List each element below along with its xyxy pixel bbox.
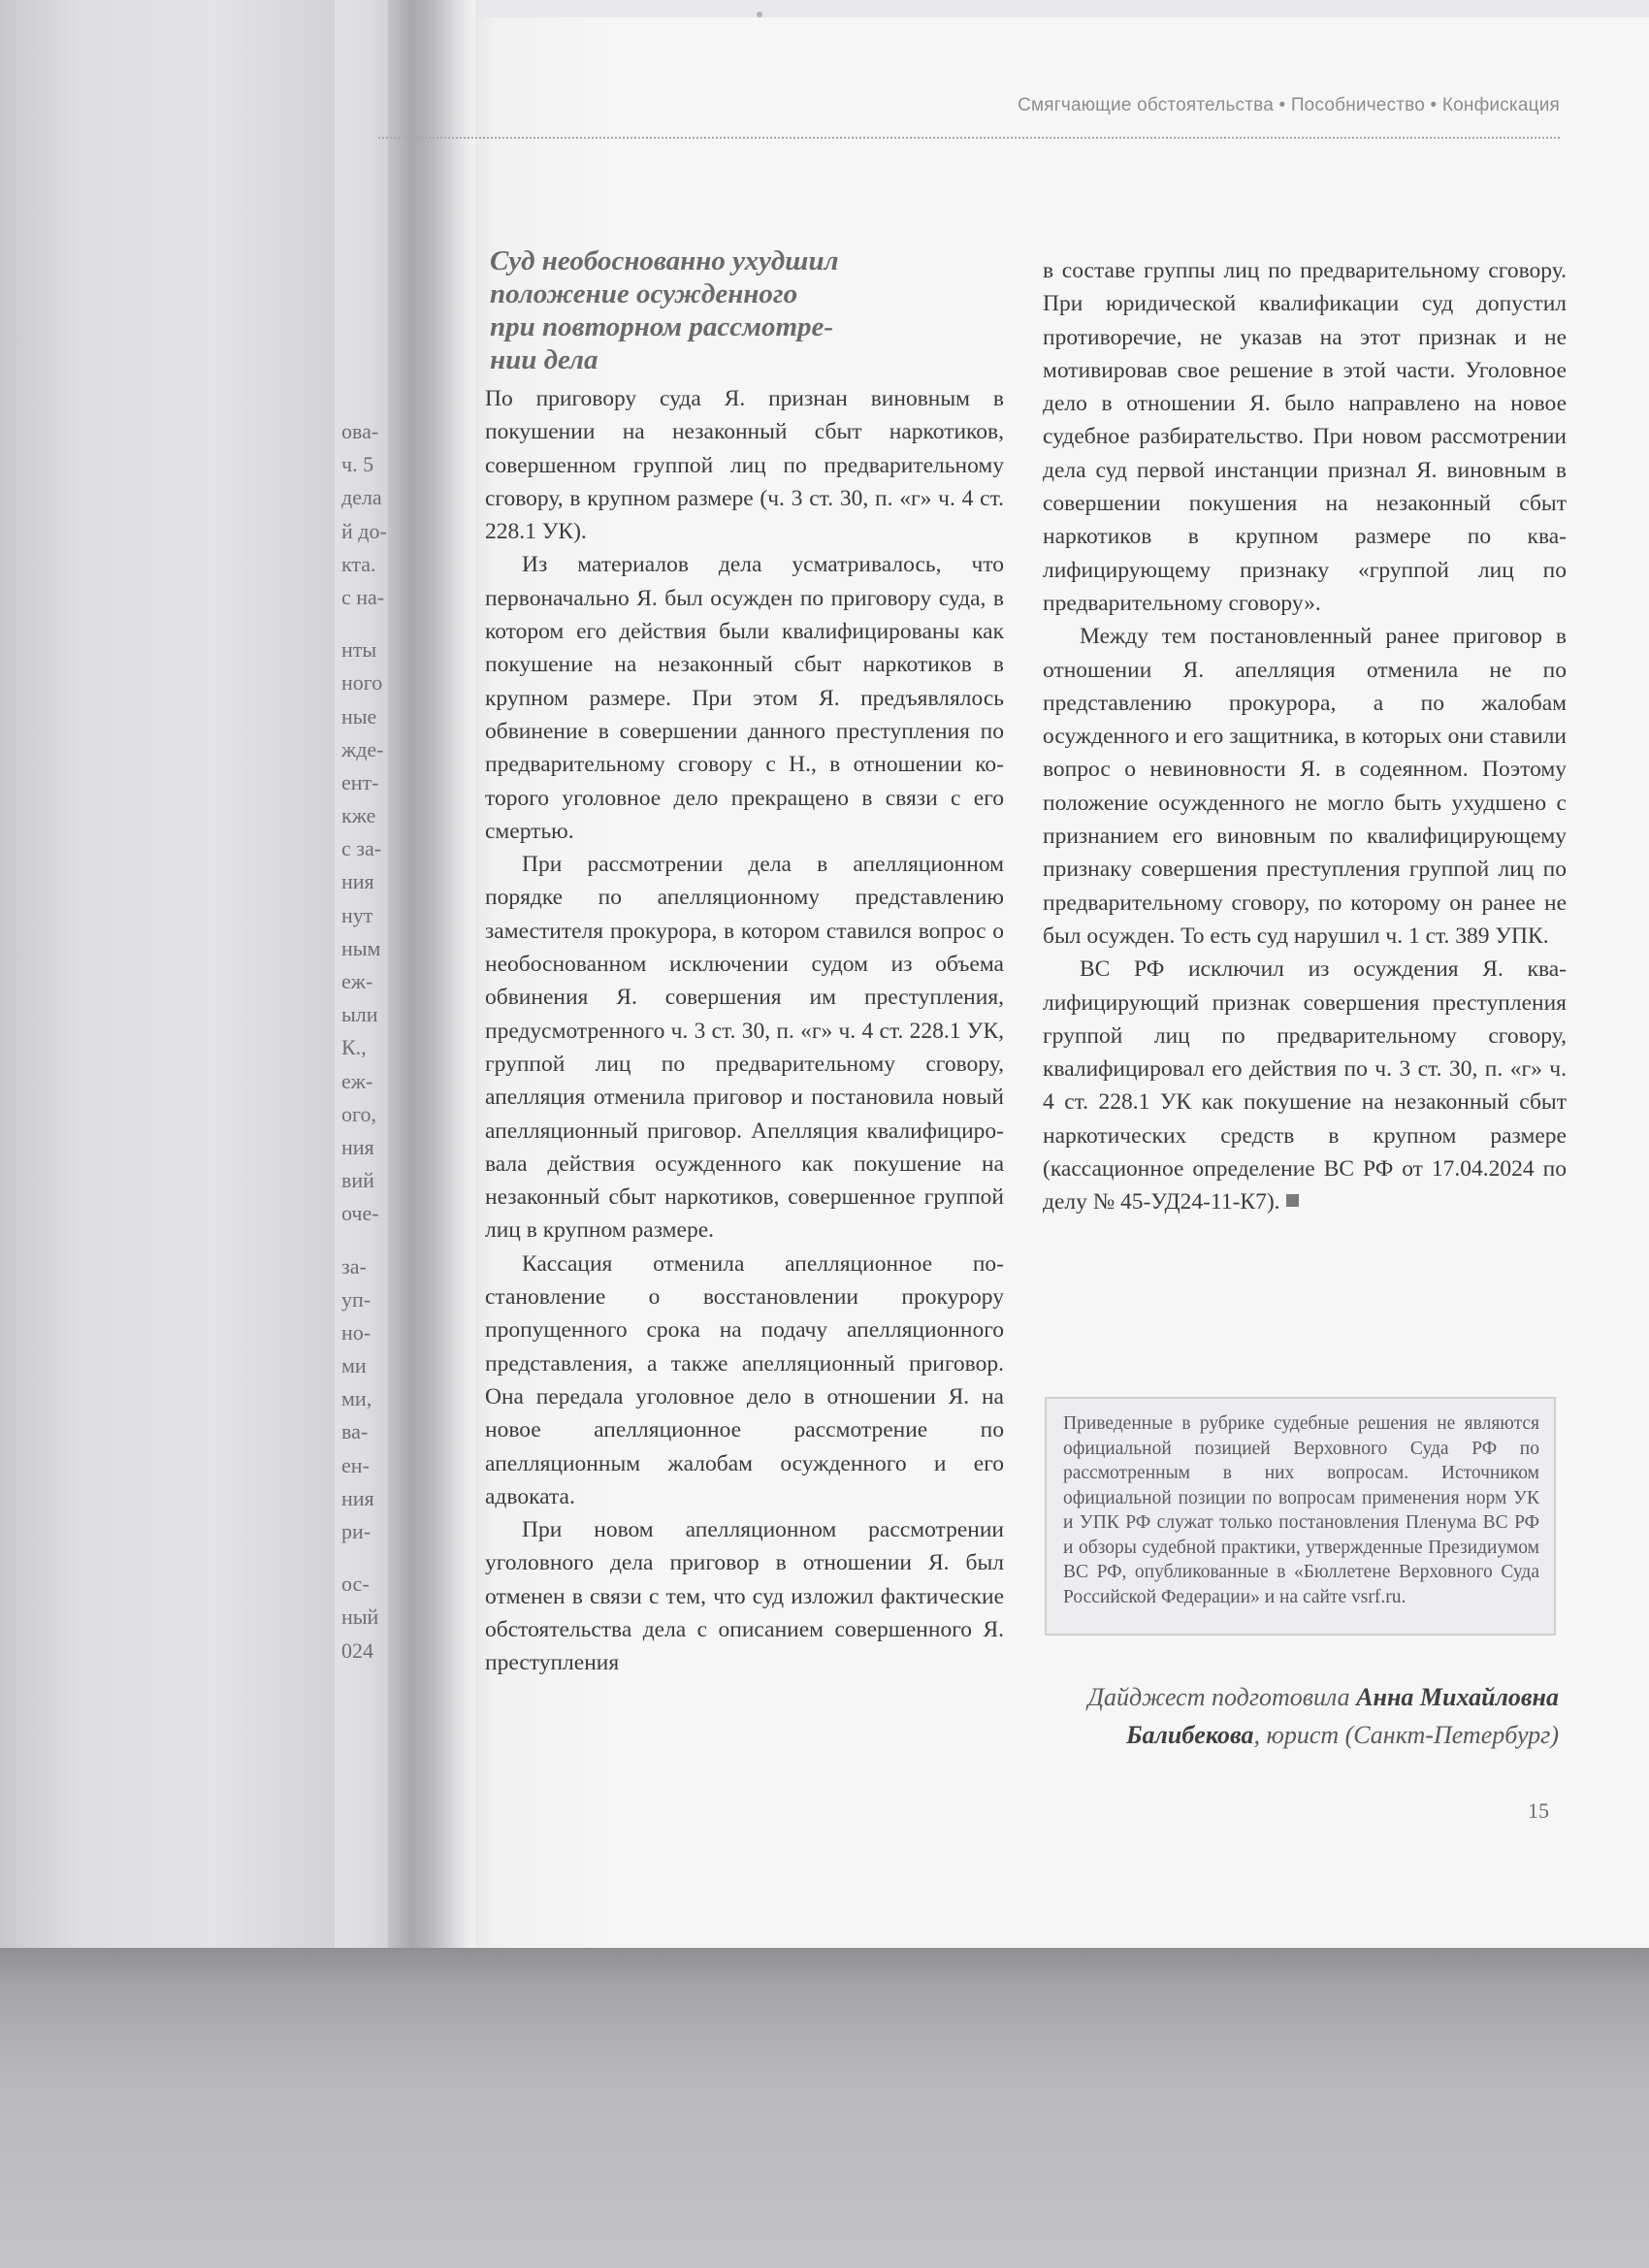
left-page-fragment: за- <box>341 1253 367 1279</box>
scan-background-bottom <box>0 1948 1649 2268</box>
article-paragraph <box>1043 953 1567 1218</box>
article-title-line: нии дела <box>490 344 598 375</box>
running-header: Смягчающие обстоятельства • Пособничество • Конфискация <box>1018 95 1560 115</box>
left-page-fragment: нут <box>341 902 373 927</box>
article-paragraph <box>485 1247 1004 1513</box>
left-column-paragraphs <box>485 382 1004 1680</box>
left-page-fragment: ч. 5 <box>341 452 374 477</box>
left-page-fragment: 024 <box>341 1637 373 1663</box>
left-page-fragment: оче- <box>341 1201 379 1226</box>
paragraph-text: При новом апелляционном рассмотрении уголовного дела приговор в отношении Я. был отменен в связи с тем, что суд изложил фактические обстоятельства дела с описанием совершенного Я. преступления <box>485 1517 1004 1676</box>
left-page-fragment <box>341 614 382 633</box>
header-dotted-rule <box>378 137 1560 139</box>
left-page-fragment: ми, <box>341 1386 372 1411</box>
left-page-fragment: й до- <box>341 518 387 543</box>
left-page-fragment: ным <box>341 935 381 960</box>
page-number: 15 <box>1528 1798 1549 1823</box>
paragraph-text: в составе группы лиц по предварительному сговору. При юридической квалификации суд допустил противоречие, не указав на этот признак и не мотивировав свое решение в этой части. Уголовное дело в отношении Я. было направлено на новое судебное разбирательство. При новом рассмотрении дела суд первой инстанции признал Я. виновным в совершении покушения на незаконный сбыт наркотиков в крупном размере по квалифицирующему признаку «группой лиц по предварительному сговору». <box>1043 258 1567 616</box>
left-page-fragment: ния <box>341 1485 374 1510</box>
credit-prefix: Дайджест подготовила <box>1087 1683 1357 1711</box>
article-paragraph <box>485 848 1004 1247</box>
left-page-cut-off-text <box>341 415 387 1668</box>
article-paragraph <box>1043 254 1567 620</box>
paragraph-text: ВС РФ исключил из осуждения Я. квалифицирующий признак совершения преступления группой лиц по предварительному сговору, квалифицировал его действия по ч. 3 ст. 30, п. «г» ч. 4 ст. 228.1 УК как покушение на незаконный сбыт наркотических средств в крупном размере (кассационное определение ВС РФ от 17.04.2024 по делу № 45-УД24-11-К7). <box>1043 956 1567 1215</box>
paragraph-text: При рассмотрении дела в апелляционном порядке по апелляционному представлению заместителя прокурора, в котором ставился вопрос о необоснованном исключении судом из объема обвинения Я. совершения им преступления, предусмотренного ч. 3 ст. 30, п. «г» ч. 4 ст. 228.1 УК, группой лиц по предварительному сговору, апелляция отменила приговор и постановила новый апелляционный приговор. Апелляция квалифицировала действия осужденного как покушение на незаконный сбыт наркотиков, совершенное группой лиц в крупном размере. <box>485 852 1004 1244</box>
left-page-fragment: ен- <box>341 1452 370 1477</box>
credit-author: Анна Михайловна Балибекова <box>1126 1683 1559 1749</box>
left-page-fragment: ва- <box>341 1419 369 1444</box>
left-page-fragment: ент- <box>341 769 379 794</box>
left-page-fragment: еж- <box>341 969 373 993</box>
left-page-fragment <box>341 1231 382 1250</box>
left-page-fragment: кта. <box>341 551 376 576</box>
left-page-fragment <box>341 1548 382 1568</box>
paragraph-text: Кассация отменила апелляционное постановление о восстановлении прокурору пропущенного срока на подачу апелляционного представления, а также апелляционный приговор. Она передала уголовное дело в отношении Я. на новое апелляционное рассмотрение по апелляционным жалобам осужденного и его адвоката. <box>485 1250 1004 1509</box>
paragraph-text: Между тем постановленный ранее приговор в отношении Я. апелляция отменила не по представлению прокурора, а по жалобам осужденного и его защитника, в которых они ставили вопрос о невиновности Я. в содеянном. Поэтому положение осужденного не могло быть ухудшено с признанием его виновным по квалифицирующему признаку совершения преступления группой лиц по предварительному сговору, по которому он ранее не был осужден. То есть суд нарушил ч. 1 ст. 389 УПК. <box>1043 624 1567 949</box>
left-page-margin <box>0 0 335 1948</box>
article-column-left <box>485 244 1004 1680</box>
left-page-fragment: вий <box>341 1168 374 1193</box>
right-column-paragraphs <box>1043 254 1567 1219</box>
article-paragraph <box>485 548 1004 848</box>
left-page-fragment: ова- <box>341 419 379 443</box>
left-page-fragment: ми <box>341 1353 367 1378</box>
digest-credit <box>1045 1678 1559 1754</box>
scan-dust-mark <box>757 12 762 17</box>
left-page-fragment: ри- <box>341 1519 372 1543</box>
article-paragraph <box>1043 620 1567 953</box>
end-of-article-square <box>1286 1194 1299 1207</box>
left-page-fragment: уп- <box>341 1286 372 1312</box>
article-title-line: Суд необоснованно ухудшил <box>490 245 839 276</box>
article-paragraph <box>485 382 1004 548</box>
credit-suffix: , юрист (Санкт-Петербург) <box>1253 1721 1559 1749</box>
left-page-fragment: ния <box>341 1134 374 1159</box>
left-page-fragment: кже <box>341 803 376 828</box>
left-page-fragment: К., <box>341 1035 367 1060</box>
left-page-fragment: ыли <box>341 1002 378 1027</box>
paragraph-text: По приговору суда Я. признан виновным в покушении на незаконный сбыт наркотиков, совершенном группой лиц по предварительному сговору, в крупном размере (ч. 3 ст. 30, п. «г» ч. 4 ст. 228.1 УК). <box>485 386 1004 545</box>
left-page-fragment: с на- <box>341 584 385 609</box>
paragraph-text: Из материалов дела усматривалось, что первоначально Я. был осужден по приговору суда, в котором его действия были квалифицированы как покушение на незаконный сбыт наркотиков в крупном размере. При этом Я. предъявлялось обвинение в совершении данного преступления по предварительному сговору с Н., в отношении которого уголовное дело прекращено в связи с его смертью. <box>485 552 1004 844</box>
article-title <box>490 244 1004 376</box>
left-page-fragment: нты <box>341 637 377 663</box>
left-page-fragment: ос- <box>341 1571 370 1597</box>
article-column-right <box>1043 254 1567 1219</box>
left-page-fragment: еж- <box>341 1068 373 1093</box>
left-page-fragment: жде- <box>341 736 384 761</box>
article-title-line: положение осужденного <box>490 278 798 309</box>
left-page-fragment: ния <box>341 869 374 894</box>
left-page-fragment: ого, <box>341 1101 376 1126</box>
left-page-fragment: ные <box>341 703 377 729</box>
disclaimer-box: Приведенные в рубрике судебные решения не являются официальной позицией Верховного Суда РФ по рассмотренным в них вопросам. Источником официальной позиции по вопросам применения норм УК и УПК РФ служат только постановления Пленума ВС РФ и обзоры судебной практики, утвержденные Президиумом ВС РФ, опубликованные в «Бюллетене Верховного Суда Российской Федерации» и на сайте vsrf.ru. <box>1045 1397 1556 1636</box>
left-page-fragment: ного <box>341 670 383 696</box>
left-page-fragment: но- <box>341 1319 372 1345</box>
article-title-line: при повторном рассмотре- <box>490 311 834 342</box>
left-page-fragment: с за- <box>341 836 382 861</box>
article-paragraph <box>485 1513 1004 1679</box>
left-page-fragment: ный <box>341 1604 379 1630</box>
left-page-fragment: дела <box>341 485 382 510</box>
book-gutter-shadow <box>388 0 475 1948</box>
